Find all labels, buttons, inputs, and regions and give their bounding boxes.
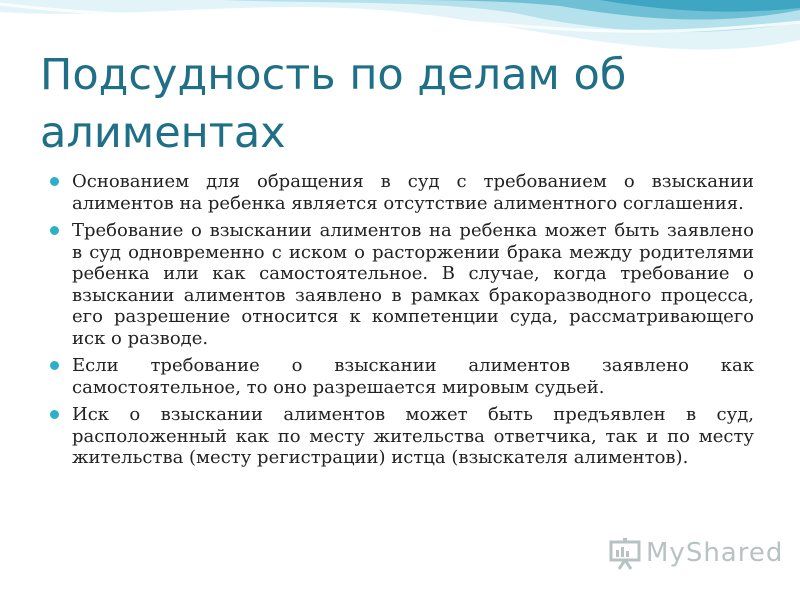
slide-title: Подсудность по делам об алиментах xyxy=(40,50,627,158)
watermark-logo xyxy=(608,536,783,570)
presentation-board-icon xyxy=(608,536,642,570)
bullet-list xyxy=(72,171,754,475)
bullet-dot-icon xyxy=(50,177,59,186)
bullet-item xyxy=(72,171,754,214)
bullet-item xyxy=(72,404,754,469)
bullet-dot-icon xyxy=(50,410,59,419)
bullet-dot-icon xyxy=(50,226,59,235)
bullet-dot-icon xyxy=(50,361,59,370)
bullet-text: Иск о взыскании алиментов может быть предъявлен в суд, расположенный как по месту жительства ответчика, так и по месту жительства (месту регистрации) истца (взыскателя алиментов). xyxy=(72,404,754,468)
watermark-text: MyShared xyxy=(646,538,784,568)
bullet-text: Требование о взыскании алиментов на ребенка может быть заявлено в суд одновременно с иском о расторжении брака между родителями ребенка или как самостоятельное. В случае, когда требование о взыскании алиментов заявлено в рамках бракоразводного процесса, его разрешение относится к компетенции суда, рассматривающего иск о разводе. xyxy=(72,220,754,349)
bullet-text: Основанием для обращения в суд с требованием о взыскании алиментов на ребенка является отсутствие алиментного соглашения. xyxy=(72,171,754,214)
bullet-item xyxy=(72,355,754,398)
bullet-text: Если требование о взыскании алиментов заявлено как самостоятельное, то оно разрешается мировым судьей. xyxy=(72,355,754,398)
bullet-item xyxy=(72,220,754,349)
